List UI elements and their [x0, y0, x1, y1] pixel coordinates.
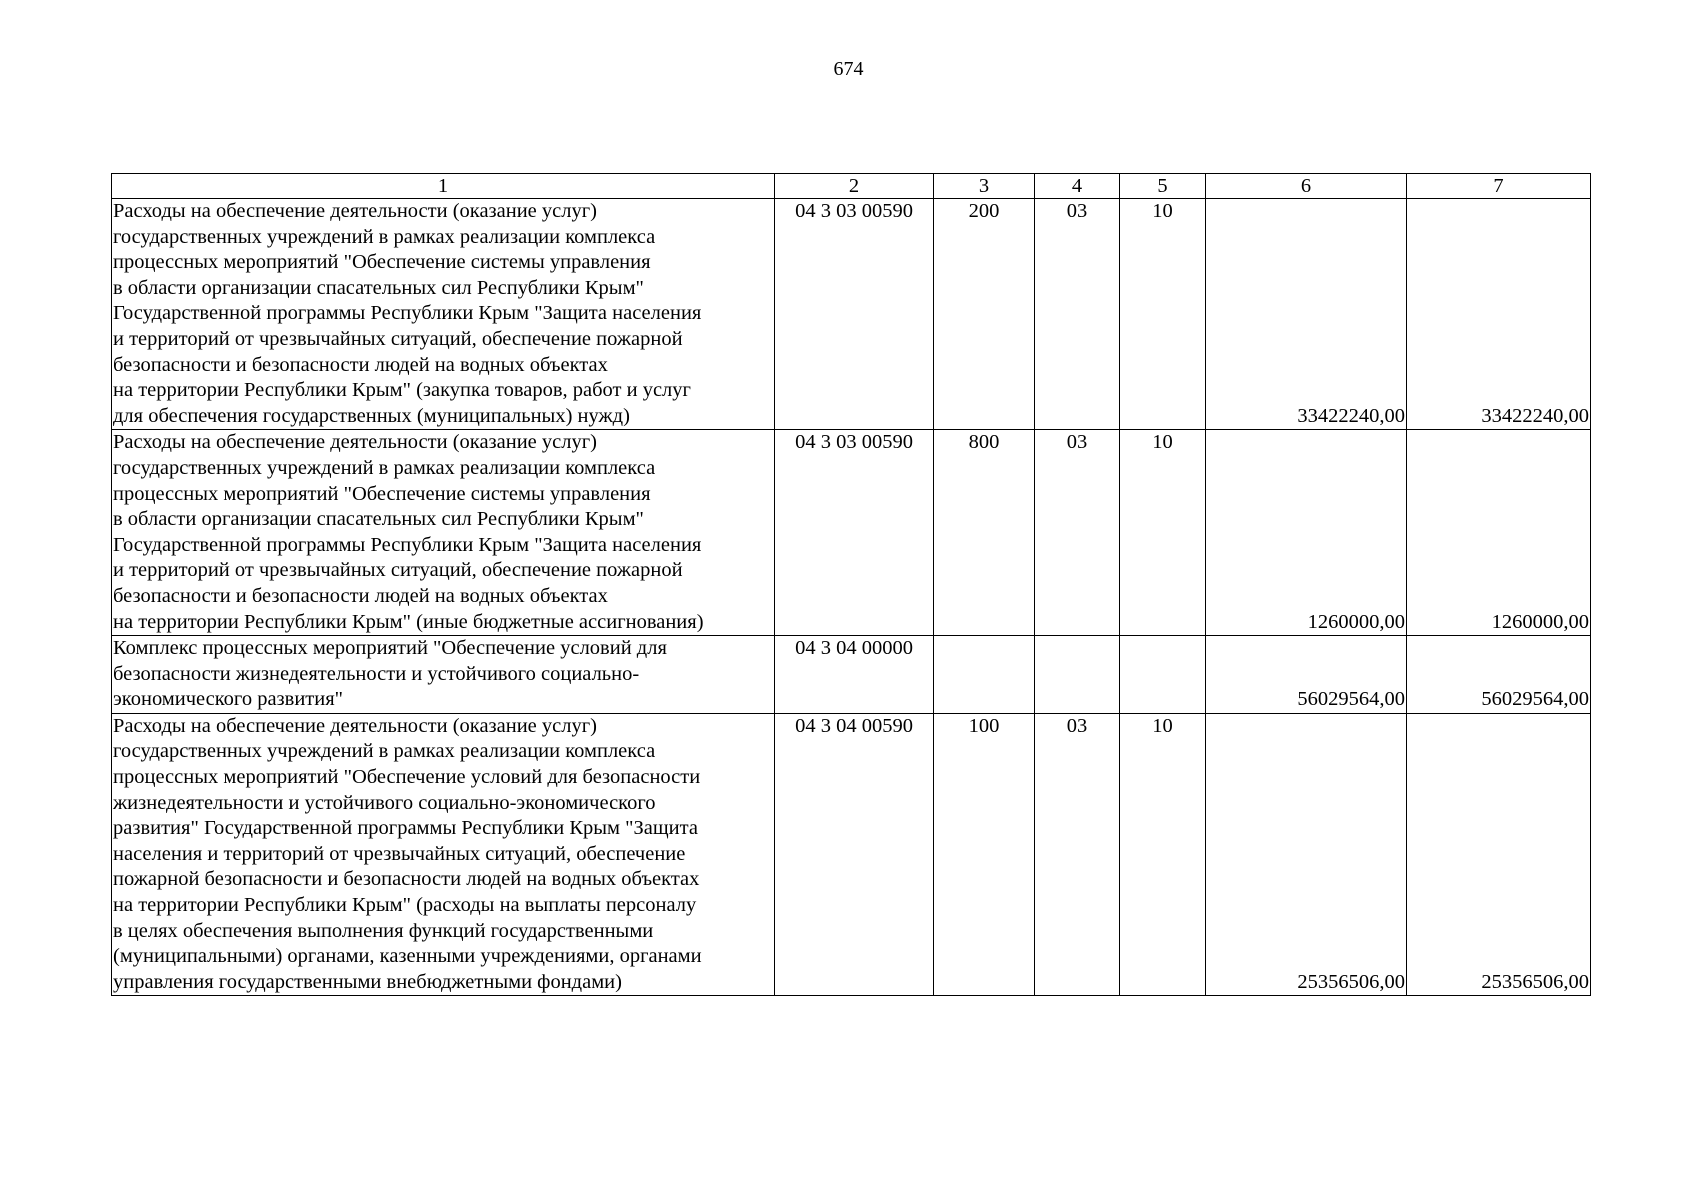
column-header: 6	[1206, 174, 1407, 199]
table-row	[112, 636, 1591, 714]
row-subsection	[1120, 636, 1206, 714]
row-description	[112, 430, 775, 636]
row-amount-col6: 33422240,00	[1206, 199, 1407, 430]
column-header: 7	[1407, 174, 1591, 199]
row-amount-col7: 1260000,00	[1407, 430, 1591, 636]
column-header: 1	[112, 174, 775, 199]
row-description	[112, 636, 775, 714]
row-target-code: 04 3 03 00590	[775, 199, 934, 430]
column-header: 5	[1120, 174, 1206, 199]
row-amount-col6: 25356506,00	[1206, 713, 1407, 996]
table-row	[112, 199, 1591, 430]
row-expense-type: 200	[934, 199, 1035, 430]
row-amount-col7: 56029564,00	[1407, 636, 1591, 714]
row-amount-col6: 56029564,00	[1206, 636, 1407, 714]
row-description-text: Комплекс процессных мероприятий "Обеспечение условий для безопасности жизнедеятельности и устойчивого социально- экономического развития"	[113, 637, 667, 711]
table-row	[112, 713, 1591, 996]
row-description-text: Расходы на обеспечение деятельности (оказание услуг) государственных учреждений в рамках реализации комплекса процессных мероприятий "Обеспечение системы управления в области организации спасательных сил Республики Крым" Государственной программы Республики Крым "Защита населения и территорий от чрезвычайных ситуаций, обеспечение пожарной безопасности и безопасности людей на водных объектах на территории Республики Крым" (закупка товаров, работ и услуг для обеспечения государственных (муниципальных) нужд)	[113, 200, 702, 427]
row-target-code: 04 3 03 00590	[775, 430, 934, 636]
header-row	[112, 174, 1591, 199]
row-subsection: 10	[1120, 199, 1206, 430]
column-header: 4	[1035, 174, 1120, 199]
row-section: 03	[1035, 430, 1120, 636]
row-expense-type: 100	[934, 713, 1035, 996]
row-section: 03	[1035, 713, 1120, 996]
row-subsection: 10	[1120, 713, 1206, 996]
column-header: 2	[775, 174, 934, 199]
row-description-text: Расходы на обеспечение деятельности (оказание услуг) государственных учреждений в рамках реализации комплекса процессных мероприятий "Обеспечение системы управления в области организации спасательных сил Республики Крым" Государственной программы Республики Крым "Защита населения и территорий от чрезвычайных ситуаций, обеспечение пожарной безопасности и безопасности людей на водных объектах на территории Республики Крым" (иные бюджетные ассигнования)	[113, 431, 704, 633]
row-section	[1035, 636, 1120, 714]
row-expense-type	[934, 636, 1035, 714]
row-section: 03	[1035, 199, 1120, 430]
row-amount-col7: 25356506,00	[1407, 713, 1591, 996]
row-amount-col7: 33422240,00	[1407, 199, 1591, 430]
column-header: 3	[934, 174, 1035, 199]
table-row	[112, 430, 1591, 636]
row-description	[112, 199, 775, 430]
row-target-code: 04 3 04 00590	[775, 713, 934, 996]
row-description-text: Расходы на обеспечение деятельности (оказание услуг) государственных учреждений в рамках реализации комплекса процессных мероприятий "Обеспечение условий для безопасности жизнедеятельности и устойчивого социально-экономического развития" Государственной программы Республики Крым "Защита населения и территорий от чрезвычайных ситуаций, обеспечение пожарной безопасности и безопасности людей на водных объектах на территории Республики Крым" (расходы на выплаты персоналу в целях обеспечения выполнения функций государственными (муниципальными) органами, казенными учреждениями, органами управления государственными внебюджетными фондами)	[113, 714, 702, 993]
budget-table	[111, 173, 1591, 996]
row-expense-type: 800	[934, 430, 1035, 636]
row-subsection: 10	[1120, 430, 1206, 636]
row-target-code: 04 3 04 00000	[775, 636, 934, 714]
page-number: 674	[833, 58, 864, 80]
row-description	[112, 713, 775, 996]
row-amount-col6: 1260000,00	[1206, 430, 1407, 636]
